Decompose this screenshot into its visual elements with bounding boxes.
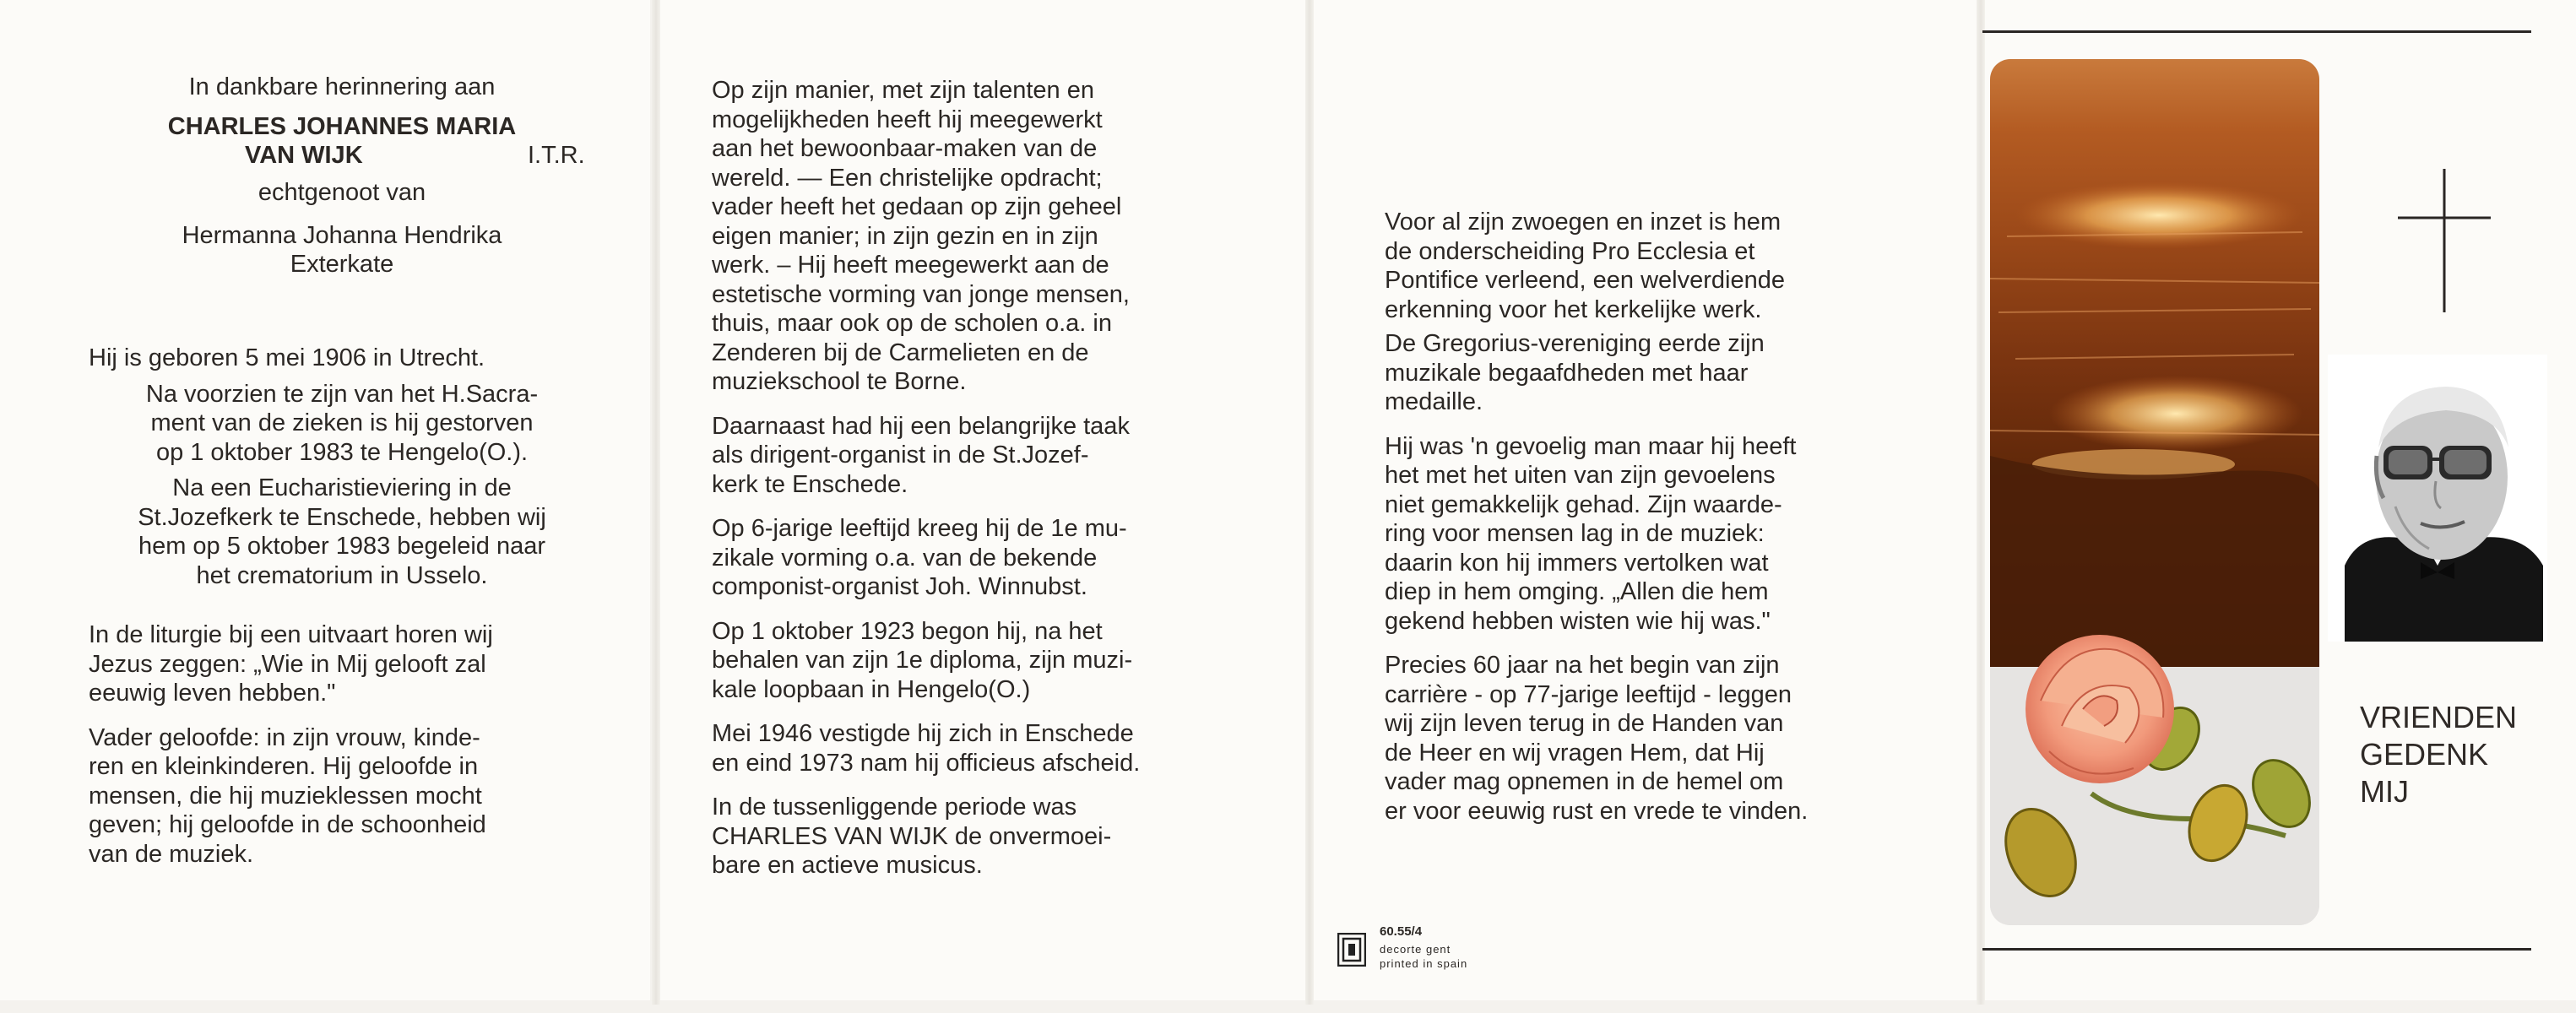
motto-line-1: VRIENDEN: [2360, 700, 2518, 734]
work-paragraph: Op zijn manier, met zijn talenten en mogelijkheden heeft hij meegewerkt aan het bewoonbaar-maken van de wereld. — Een christelijke opdracht; vader heeft het gedaan op zijn geheel eigen manier; in zijn gezin en in zijn werk. – Hij heeft meegewerkt aan de estetische vorming van jonge mensen, thuis, maar ook op de scholen o.a. in Zenderen bij de Carmelieten en de muziekschool te Borne.: [712, 77, 1130, 395]
organist-paragraph: Daarnaast had hij een belangrijke taak als dirigent-organist in de St.Jozef- kerk te Enschede.: [712, 412, 1130, 498]
fold-line: [1305, 0, 1314, 1005]
medal-paragraph: De Gregorius-vereniging eerde zijn muzikale begaafdheden met haar medaille.: [1385, 330, 1765, 415]
sunset-rose-image: [1990, 59, 2319, 925]
panel1-text: [89, 73, 595, 279]
spouse-surname: Exterkate: [290, 251, 394, 278]
publisher-code: 60.55/4: [1380, 924, 1423, 939]
motto: [2360, 699, 2517, 810]
faith-paragraph: Vader geloofde: in zijn vrouw, kinde- ren en kleinkinderen. Hij geloofde in mensen, die hij muzieklessen mocht geven; hij geloofde in de schoonheid van de muziek.: [89, 723, 486, 868]
bottom-rule: [1982, 948, 2531, 951]
sunset-rose-photo: [1990, 59, 2319, 925]
deceased-name: CHARLES JOHANNES MARIA: [167, 112, 517, 140]
portrait-photo: [2328, 355, 2547, 642]
character-paragraph: Hij was 'n gevoelig man maar hij heeft het met het uiten van zijn gevoelens niet gemakkelijk gehad. Zijn waarde- ring voor mensen lag in de muziek: daarin kon hij immers vertolken wat diep in hem omging. „Allen die hem gekend hebben wisten wie hij was.": [1385, 432, 1797, 635]
publisher-print: printed in spain: [1380, 957, 1468, 970]
panel3-body: [1385, 208, 1917, 841]
liturgy-paragraph: In de liturgie bij een uitvaart horen wij Jezus zeggen: „Wie in Mij gelooft zal eeuwig leven hebben.": [89, 621, 493, 707]
intro-line: In dankbare herinnering aan: [188, 73, 496, 100]
title-suffix: I.T.R.: [528, 142, 585, 169]
cross-icon: [2398, 169, 2491, 312]
fold-line: [1977, 0, 1985, 1005]
motto-line-2: GEDENK: [2360, 737, 2489, 772]
education-paragraph: Op 6-jarige leeftijd kreeg hij de 1e mu- zikale vorming o.a. van de bekende componist-organist Joh. Winnubst.: [712, 515, 1127, 600]
musician-paragraph: In de tussenliggende periode was CHARLES VAN WIJK de onvermoei- bare en actieve musicus.: [712, 794, 1112, 879]
panel2-body: [712, 76, 1235, 896]
funeral-paragraph: Na een Eucharistieviering in de St.Jozefkerk te Enschede, hebben wij hem op 5 oktober 1983 begeleid naar het crematorium in Usselo.: [138, 474, 546, 589]
motto-line-3: MIJ: [2360, 774, 2409, 809]
birth-paragraph: Hij is geboren 5 mei 1906 in Utrecht.: [89, 344, 485, 371]
deceased-surname: VAN WIJK: [245, 142, 363, 169]
career-start-paragraph: Op 1 oktober 1923 begon hij, na het behalen van zijn 1e diploma, zijn muzi- kale loopbaan in Hengelo(O.): [712, 617, 1133, 703]
publisher-logo-icon: [1337, 933, 1366, 967]
publisher-name: decorte gent: [1380, 943, 1451, 956]
spouse-name: Hermanna Johanna Hendrika: [182, 221, 502, 249]
death-paragraph: Na voorzien te zijn van het H.Sacra- ment van de zieken is hij gestorven op 1 oktober 1983 te Hengelo(O.).: [145, 380, 539, 466]
fold-line: [652, 0, 660, 1005]
spouse-label: echtgenoot van: [258, 179, 426, 206]
enschede-paragraph: Mei 1946 vestigde hij zich in Enschede en eind 1973 nam hij officieus afscheid.: [712, 720, 1141, 777]
top-rule: [1982, 30, 2531, 33]
honour-paragraph: Voor al zijn zwoegen en inzet is hem de onderscheiding Pro Ecclesia et Pontifice verleend, een welverdiende erkenning voor het kerkelijke werk.: [1385, 209, 1785, 323]
panel1-body: [89, 344, 595, 884]
deceased-surname-row: [89, 141, 595, 178]
closing-paragraph: Precies 60 jaar na het begin van zijn carrière - op 77-jarige leeftijd - leggen wij zijn leven terug in de Handen van de Heer en wij vragen Hem, dat Hij vader mag opnemen in de hemel om er voor eeuwig rust en vrede te vinden.: [1385, 652, 1809, 825]
